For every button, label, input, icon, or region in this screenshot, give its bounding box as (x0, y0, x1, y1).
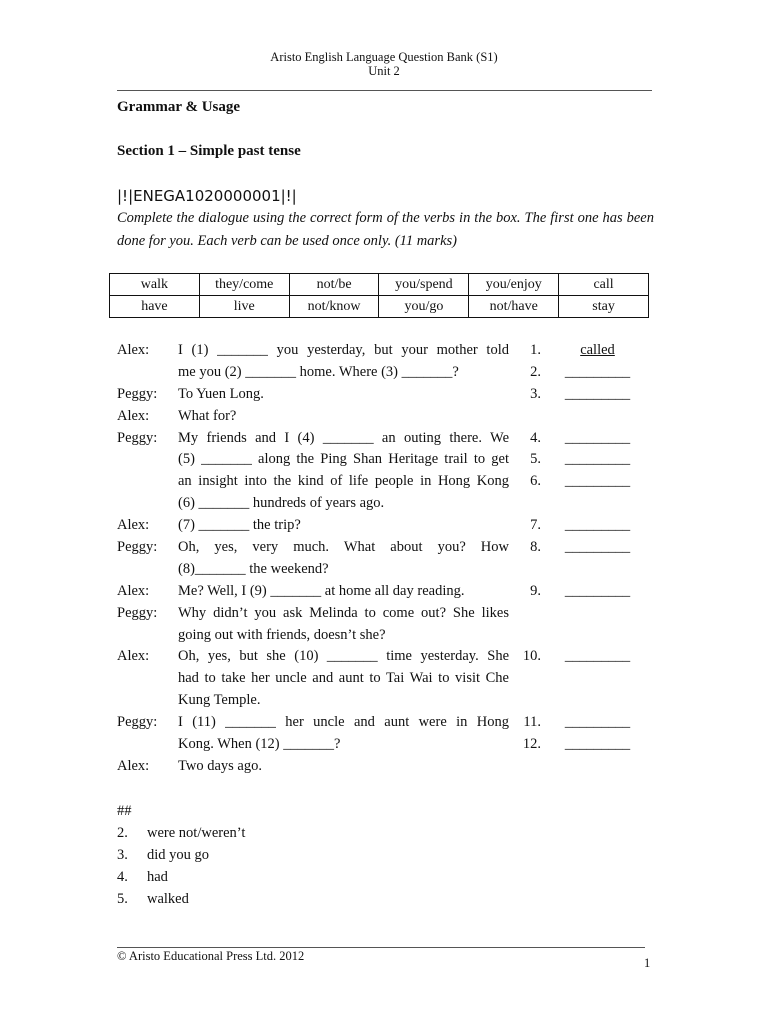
answer-number: 7. (530, 517, 541, 534)
line-text: Why didn’t you ask Melinda to come out? She likes (178, 604, 509, 621)
answer-number: 5. (530, 451, 541, 468)
dialogue-line (117, 493, 647, 515)
answer-key-number: 3. (117, 847, 128, 863)
dialogue-line (117, 515, 647, 537)
header-unit: Unit 2 (368, 64, 400, 78)
verb-cell: not/have (469, 296, 559, 318)
answer-number: 9. (530, 582, 541, 599)
line-text: me you (2) _______ home. Where (3) _______? (178, 363, 459, 380)
verb-cell: they/come (199, 274, 289, 296)
answer-key-marker: ## (117, 803, 132, 819)
dialogue-line (117, 690, 647, 712)
answer-number (509, 559, 541, 581)
speaker (117, 471, 178, 493)
speaker: Alex: (117, 407, 150, 424)
line-text: To Yuen Long. (178, 385, 264, 402)
answer-number: 12. (522, 736, 541, 753)
answer-key-text: did you go (147, 847, 210, 863)
dialogue-line (117, 734, 647, 756)
line-text: My friends and I (4) _______ an outing there. We (178, 429, 509, 446)
line-text: (8)_______ the weekend? (178, 560, 329, 577)
dialogue-line (117, 646, 647, 668)
speaker (117, 493, 178, 515)
answer-blank: _________ (564, 736, 631, 753)
answer-number (509, 668, 541, 690)
line-text: an insight into the kind of life people in Hong Kong (178, 473, 509, 490)
dialogue-line (117, 559, 647, 581)
answer-key-item (117, 844, 245, 866)
answer-blank: _________ (564, 473, 631, 490)
answer-key-item (117, 822, 245, 844)
answer-number: 11. (523, 714, 541, 731)
line-text: (5) _______ along the Ping Shan Heritage trail to get (178, 451, 509, 468)
answer-key-item (117, 866, 245, 888)
dialogue-line (117, 581, 647, 603)
verb-box (109, 273, 649, 318)
answer-number: 8. (530, 539, 541, 556)
answer-blank: _________ (564, 363, 631, 380)
line-text: Kung Temple. (178, 692, 261, 709)
answer-blank (561, 668, 634, 690)
answer-blank: _________ (564, 385, 631, 402)
subsection-title: Section 1 – Simple past tense (117, 143, 301, 159)
answer-blank (561, 625, 634, 647)
line-text: Me? Well, I (9) _______ at home all day reading. (178, 582, 465, 599)
verb-box-row (110, 274, 649, 296)
dialogue-line (117, 471, 647, 493)
dialogue-line (117, 625, 647, 647)
dialogue-line (117, 428, 647, 450)
answer-blank: _________ (564, 582, 631, 599)
answer-number: 3. (530, 385, 541, 402)
dialogue-line (117, 449, 647, 471)
answer-blank: _________ (564, 539, 631, 556)
dialogue-line (117, 756, 647, 778)
speaker: Alex: (117, 582, 150, 599)
dialogue-line (117, 668, 647, 690)
line-text: Two days ago. (178, 757, 262, 774)
answer-number: 10. (522, 648, 541, 665)
answer-key-number: 2. (117, 825, 128, 841)
speaker (117, 559, 178, 581)
verb-cell: walk (110, 274, 200, 296)
answer-key (117, 800, 245, 910)
answer-blank (561, 756, 634, 778)
verb-cell: call (559, 274, 649, 296)
line-text: Oh, yes, but she (10) _______ time yesterday. She (178, 648, 509, 665)
answer-number: 4. (530, 429, 541, 446)
speaker: Alex: (117, 342, 150, 358)
header-title: Aristo English Language Question Bank (S1) (270, 50, 498, 64)
footer-copyright: © Aristo Educational Press Ltd. 2012 (117, 949, 305, 963)
line-text: Kong. When (12) _______? (178, 736, 341, 753)
answer-number: 2. (530, 363, 541, 380)
speaker: Alex: (117, 517, 150, 534)
dialogue-line (117, 537, 647, 559)
header-rule (117, 90, 652, 91)
answer-key-text: walked (147, 891, 189, 907)
dialogue-line (117, 603, 647, 625)
speaker (117, 362, 178, 384)
instructions: Complete the dialogue using the correct form of the verbs in the box. The first one has been done for you. Each verb can be used once only. (11 marks) (117, 210, 654, 249)
speaker (117, 668, 178, 690)
line-text: I (1) _______ you yesterday, but your mother told (178, 342, 509, 358)
answer-key-item (117, 888, 245, 910)
answer-number (509, 603, 541, 625)
answer-key-text: were not/weren’t (147, 825, 246, 841)
footer-rule (117, 947, 645, 948)
line-text: (7) _______ the trip? (178, 517, 301, 534)
answer-blank (561, 406, 634, 428)
answer-number: 1. (530, 342, 541, 358)
verb-cell: you/enjoy (469, 274, 559, 296)
line-text: had to take her uncle and aunt to Tai Wai to visit Che (178, 670, 509, 687)
answer-blank (561, 493, 634, 515)
answer-blank (561, 559, 634, 581)
answer-number (509, 406, 541, 428)
verb-cell: you/go (379, 296, 469, 318)
line-text: (6) _______ hundreds of years ago. (178, 495, 385, 512)
answer-blank (561, 603, 634, 625)
answer-key-text: had (147, 869, 168, 885)
answer-key-number: 4. (117, 869, 128, 885)
speaker: Peggy: (117, 714, 158, 731)
speaker (117, 449, 178, 471)
answer-key-number: 5. (117, 891, 128, 907)
answer-number: 6. (530, 473, 541, 490)
verb-cell: have (110, 296, 200, 318)
page-header (0, 50, 768, 78)
speaker: Alex: (117, 648, 150, 665)
verb-cell: not/be (289, 274, 379, 296)
dialogue-line (117, 340, 647, 362)
page-number: 1 (644, 956, 651, 970)
verb-cell: stay (559, 296, 649, 318)
speaker: Peggy: (117, 539, 158, 556)
verb-cell: live (199, 296, 289, 318)
line-text: I (11) _______ her uncle and aunt were in Hong (178, 714, 509, 731)
answer-blank: _________ (564, 714, 631, 731)
speaker (117, 734, 178, 756)
section-title: Grammar & Usage (117, 99, 241, 115)
line-text: Oh, yes, very much. What about you? How (178, 539, 509, 556)
verb-cell: you/spend (379, 274, 469, 296)
dialogue-line (117, 712, 647, 734)
speaker (117, 690, 178, 712)
question-code: |!|ENEGA1020000001|!| (117, 187, 297, 205)
speaker: Peggy: (117, 385, 158, 402)
dialogue-line (117, 384, 647, 406)
answer-number (509, 690, 541, 712)
verb-box-row (110, 296, 649, 318)
dialogue-line (117, 406, 647, 428)
speaker: Peggy: (117, 429, 158, 446)
answer-blank (561, 690, 634, 712)
verb-cell: not/know (289, 296, 379, 318)
answer-blank: called (580, 342, 615, 358)
answer-number (509, 756, 541, 778)
answer-blank: _________ (564, 648, 631, 665)
answer-number (509, 493, 541, 515)
speaker: Alex: (117, 757, 150, 774)
answer-blank: _________ (564, 451, 631, 468)
line-text: What for? (178, 407, 237, 424)
speaker (117, 625, 178, 647)
answer-blank: _________ (564, 429, 631, 446)
dialogue (117, 340, 647, 778)
dialogue-line (117, 362, 647, 384)
answer-number (509, 625, 541, 647)
answer-blank: _________ (564, 517, 631, 534)
speaker: Peggy: (117, 604, 158, 621)
line-text: going out with friends, doesn’t she? (178, 626, 386, 643)
